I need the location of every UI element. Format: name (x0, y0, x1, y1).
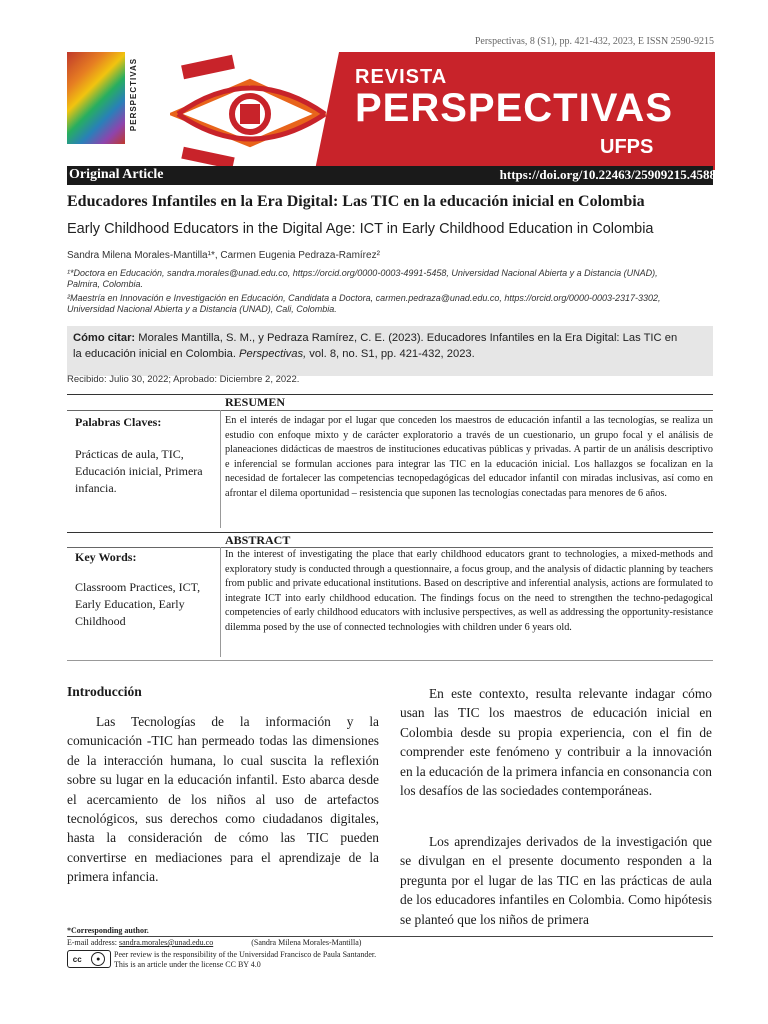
right-paragraph-1: En este contexto, resulta relevante indagar cómo usan las TIC los maestros de educación inicial en Colombia desde su propia experiencia, con el fin de comprender este fenómeno y contribuir a la innovación en la educación de la primera infancia en consonancia con los desafíos de las sociedades contemporáneas. (400, 686, 712, 799)
license-note: This is an article under the license CC BY 4.0 (114, 960, 261, 969)
rule (67, 394, 713, 395)
journal-cover-thumbnail (67, 52, 125, 144)
right-paragraph-2: Los aprendizajes derivados de la investigación que se divulgan en el presente documento responden a la pregunta por el lugar de las TIC en las prácticas de aula de los educadores infantiles en Colombia. Como hipótesis se planteó que los niños de primera (400, 834, 712, 927)
rule (67, 532, 713, 533)
rule (67, 660, 713, 661)
title-spanish: Educadores Infantiles en la Era Digital: Las TIC en la educación inicial en Colombia (67, 193, 645, 210)
brand-perspectivas: PERSPECTIVAS (355, 86, 673, 130)
cover-side-label: PERSPECTIVAS (125, 52, 139, 144)
column-divider (220, 410, 221, 528)
authors: Sandra Milena Morales-Mantilla¹*, Carmen Eugenia Pedraza-Ramírez² (67, 250, 380, 261)
brand-revista: REVISTA (355, 66, 448, 88)
resumen-heading: RESUMEN (225, 395, 286, 409)
footnote-rule (67, 936, 713, 937)
intro-paragraph: Las Tecnologías de la información y la comunicación -TIC han permeado todas las dimensiones de la interacción humana, lo cual suscita la reflexión sobre su lugar en la educación infantil. Esto abarca desde el acercamiento de los niños al uso de artefactos tecnológicos, sus derechos como ciudadanos digitales, hasta la consideración de cómo las TIC pueden convertirse en mediaciones para el aprendizaje de la primera infancia. (67, 714, 379, 885)
cite-label: Cómo citar: (73, 332, 136, 344)
brand-ufps: UFPS (600, 136, 654, 158)
affiliation-2: ²Maestría en Innovación e Investigación en Educación, Candidata a Doctora, carmen.pedraza@unad.edu.co, https://orcid.org/0000-0003-2317-3302, Universidad Nacional Abierta y a Distancia (UNAD), Cali, Colombia. (67, 293, 661, 314)
affiliation-1: ¹*Doctora en Educación, sandra.morales@unad.edu.co, https://orcid.org/0000-0003-4991-5458, Universidad Nacional Abierta y a Distancia (UNAD), Palmira, Colombia. (67, 268, 658, 289)
key-words: Classroom Practices, ICT, Early Education, Early Childhood (75, 580, 201, 628)
peer-review-note: Peer review is the responsibility of the Universidad Francisco de Paula Santander. (114, 950, 377, 959)
column-divider (220, 547, 221, 657)
palabras-claves: Prácticas de aula, TIC, Educación inicial, Primera infancia. (75, 447, 203, 495)
abstract-heading: ABSTRACT (225, 533, 291, 547)
article-type: Original Article (69, 167, 164, 182)
cite-text-1: Morales Mantilla, S. M., y Pedraza Ramírez, C. E. (2023). Educadores Infantiles en la Era Digital: Las TIC en (135, 332, 678, 344)
by-person-icon: ● (91, 952, 105, 966)
palabras-claves-label: Palabras Claves: (75, 415, 162, 429)
title-english: Early Childhood Educators in the Digital Age: ICT in Early Childhood Education in Colombia (67, 221, 654, 237)
corresponding-author-label: *Corresponding author. (67, 926, 149, 935)
cc-license-badge: cc ● (67, 950, 111, 968)
how-to-cite-box: Cómo citar: Morales Mantilla, S. M., y Pedraza Ramírez, C. E. (2023). Educadores Infantiles en la Era Digital: Las TIC en la educación inicial en Colombia. Perspectivas, vol. 8, no. S1, pp. 421-432, 2023. (67, 326, 713, 376)
eye-logo-icon (170, 52, 370, 172)
email-link[interactable]: sandra.morales@unad.edu.co (118, 938, 214, 947)
rule (67, 410, 713, 411)
abstract-text: In the interest of investigating the place that early childhood educators grant to technologies, a mixed-methods and exploratory study is conducted through a questionnaire, a focus group, and the analysis of didactic planning by teachers from public and private educational institutions. Based on descriptive and inferential analysis, actions are formulated to integrate ICT into early childhood education. The findings focus on the need to strengthen the techno-pedagogical competencies of early childhood educators with inclusive perspectives, as well as addressing the opportunity-resistance dilemma posed by the use of connected technologies with children under 6 years old. (225, 549, 713, 633)
corresponding-email: E-mail address: sandra.morales@unad.edu.co (Sandra Milena Morales-Mantilla) (67, 938, 362, 947)
doi-link[interactable]: https://doi.org/10.22463/25909215.4588 (499, 167, 716, 182)
received-dates: Recibido: Julio 30, 2022; Aprobado: Diciembre 2, 2022. (67, 374, 300, 385)
key-words-label: Key Words: (75, 550, 137, 564)
article-type-bar (67, 166, 716, 185)
resumen-text: En el interés de indagar por el lugar que conceden los maestros de educación infantil a las tecnologías, se realiza un estudio con enfoque mixto y de carácter exploratorio a través de un cuestionario, un grupo focal y el análisis de planeaciones didácticas de maestros de instituciones educativas públicas y privadas. A partir de un análisis descriptivo e inferencial se formulan acciones para integrar las TIC en la educación inicial. Los hallazgos se focalizan en la necesidad de fortalecer las competencias tecnopedagógicas del educador infantil con miradas inclusivas, así como en afrontar el dilema oportunidad – resistencia que suponen las tecnologías conectadas para menores de 6 años. (225, 415, 713, 499)
introduccion-heading: Introducción (67, 684, 142, 699)
cite-journal: Perspectivas, (239, 348, 307, 360)
journal-citation: Perspectivas, 8 (S1), pp. 421-432, 2023, E ISSN 2590-9215 (474, 36, 714, 47)
